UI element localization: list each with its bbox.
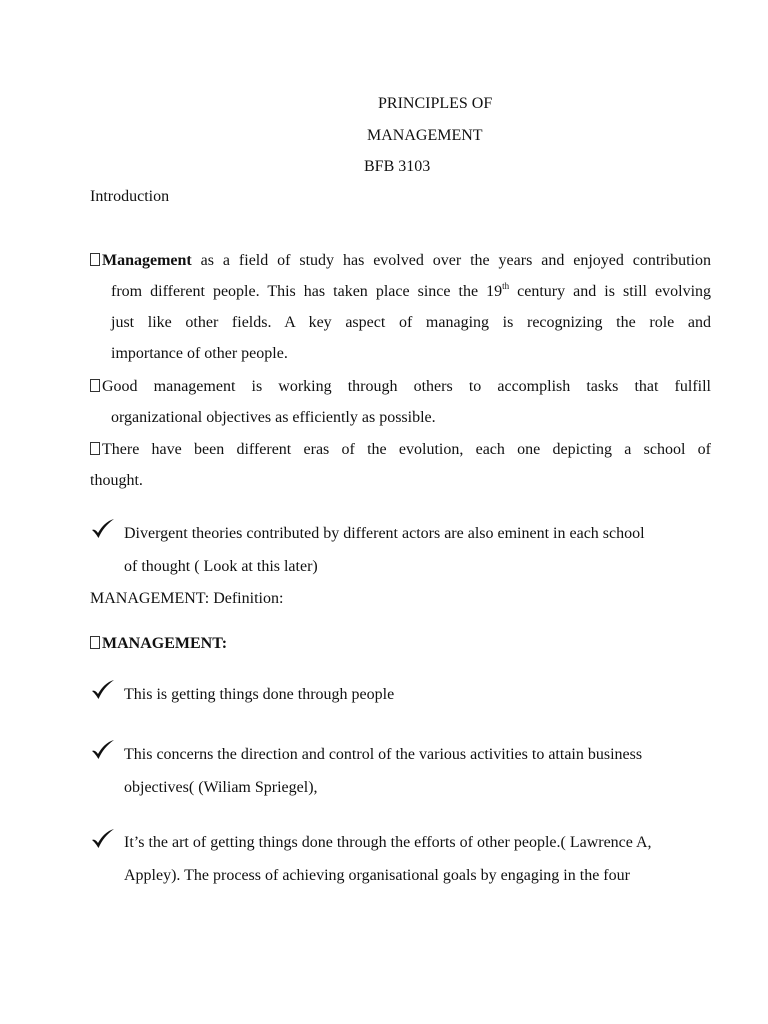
checkmark-icon	[90, 828, 116, 850]
definition-heading: MANAGEMENT: Definition:	[90, 590, 284, 607]
superscript-th: th	[502, 281, 510, 291]
document-subtitle: MANAGEMENT	[367, 127, 483, 144]
bullet-paragraph-2-line-1-text: Good management is working through others to accomplish tasks that fulfill	[102, 378, 711, 395]
checkmark-icon	[90, 518, 116, 540]
box-bullet-icon	[90, 636, 100, 649]
check-item-1-line-2: of thought ( Look at this later)	[124, 558, 318, 575]
bullet-paragraph-2	[90, 371, 711, 433]
check-item-2-line-1: This is getting things done through people	[124, 686, 395, 703]
course-code: BFB 3103	[364, 158, 431, 175]
document-title: PRINCIPLES OF	[378, 95, 493, 112]
bullet-paragraph-2-line-2: organizational objectives as efficiently as possible.	[111, 409, 436, 426]
check-item-3-text	[124, 738, 714, 804]
check-item-4-line-2: Appley). The process of achieving organisational goals by engaging in the four	[124, 867, 630, 884]
box-bullet-icon	[90, 379, 100, 392]
bullet-paragraph-1-line-2b: century and is still evolving	[509, 283, 712, 300]
management-heading-text: MANAGEMENT:	[102, 635, 228, 652]
check-item-3-line-2: objectives( (Wiliam Spriegel),	[124, 779, 318, 796]
bullet-paragraph-2-line-1	[90, 371, 711, 402]
management-heading	[90, 634, 227, 654]
bullet-paragraph-1-line-4: importance of other people.	[111, 345, 288, 362]
check-item-4-text	[124, 826, 714, 892]
box-bullet-icon	[90, 442, 100, 455]
check-item-3-line-1: This concerns the direction and control of the various activities to attain business	[124, 746, 643, 763]
check-item-2-text	[124, 678, 714, 711]
bullet-paragraph-1	[90, 245, 711, 369]
check-item-1-text	[124, 517, 714, 583]
box-bullet-icon	[90, 253, 100, 266]
bullet-paragraph-1-line-3: just like other fields. A key aspect of managing is recognizing the role and	[111, 314, 711, 331]
bullet-paragraph-3	[90, 434, 711, 496]
bullet-paragraph-3-line-1	[90, 434, 711, 465]
bullet-paragraph-1-line-2	[90, 276, 711, 307]
check-item-1-line-1: Divergent theories contributed by different actors are also eminent in each school	[124, 525, 645, 542]
bullet-paragraph-1-line-1	[90, 245, 711, 276]
bullet-paragraph-1-line-1-text: as a field of study has evolved over the years and enjoyed contribution	[191, 252, 711, 269]
checkmark-icon	[90, 739, 116, 761]
checkmark-icon	[90, 679, 116, 701]
check-item-4-line-1: It’s the art of getting things done through the efforts of other people.( Lawrence A,	[124, 834, 652, 851]
bullet-paragraph-1-line-2a: from different people. This has taken place since the 19	[111, 283, 503, 300]
bullet-paragraph-3-line-1-text: There have been different eras of the evolution, each one depicting a school of	[102, 441, 711, 458]
section-heading-introduction: Introduction	[90, 188, 170, 205]
bold-term-management: Management	[102, 252, 192, 269]
bullet-paragraph-3-line-2: thought.	[90, 472, 143, 489]
